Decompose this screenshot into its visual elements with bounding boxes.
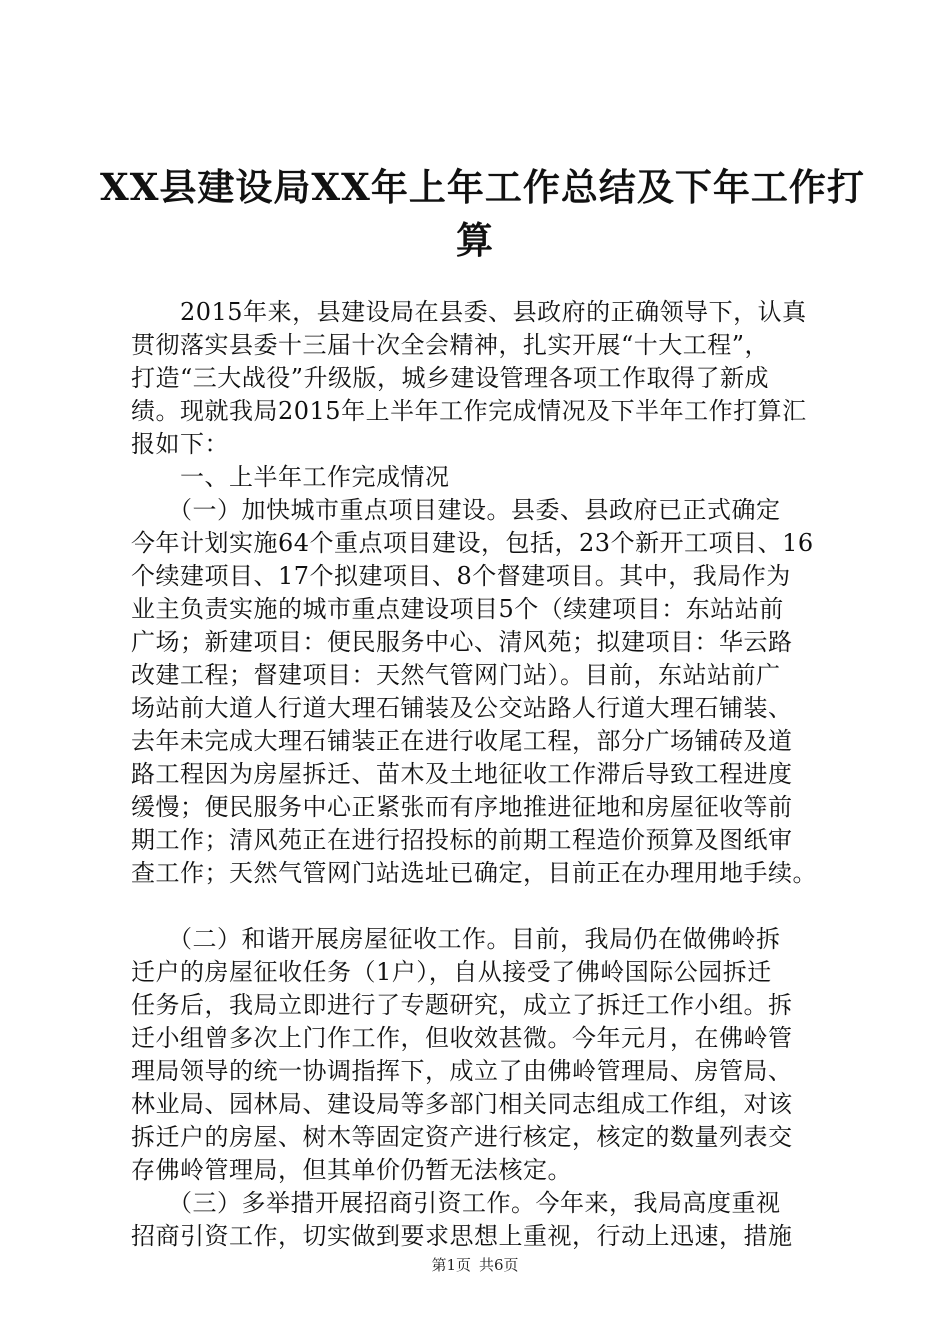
body-line: 去年未完成大理石铺装正在进行收尾工程，部分广场铺砖及道 [131, 727, 793, 755]
page-total: 共6页 [479, 1256, 519, 1274]
body-line: 广场；新建项目：便民服务中心、清风苑；拟建项目：华云路 [131, 628, 793, 656]
body-line: 路工程因为房屋拆迁、苗木及土地征收工作滞后导致工程进度 [131, 760, 793, 788]
body-line: 迁户的房屋征收任务（1户），自从接受了佛岭国际公园拆迁 [131, 958, 772, 986]
page-footer [0, 1255, 950, 1275]
body-line: 期工作；清风苑正在进行招投标的前期工程造价预算及图纸审 [131, 826, 793, 854]
section-heading: 一、上半年工作完成情况 [131, 463, 450, 491]
body-line: 打造“三大战役”升级版，城乡建设管理各项工作取得了新成 [131, 364, 770, 392]
body-line: （二）和谐开展房屋征收工作。目前，我局仍在做佛岭拆 [131, 925, 781, 953]
body-line: 绩。现就我局2015年上半年工作完成情况及下半年工作打算汇 [131, 397, 807, 425]
body-line: 理局领导的统一协调指挥下，成立了由佛岭管理局、房管局、 [131, 1057, 793, 1085]
body-line: 业主负责实施的城市重点建设项目5个（续建项目：东站站前 [131, 595, 784, 623]
body-line: 林业局、园林局、建设局等多部门相关同志组成工作组，对该 [131, 1090, 793, 1118]
document-body [131, 296, 851, 1253]
body-line: 报如下： [131, 430, 229, 458]
body-line: 查工作；天然气管网门站选址已确定，目前正在办理用地手续。 [131, 859, 817, 887]
body-line: 场站前大道人行道大理石铺装及公交站路人行道大理石铺装、 [131, 694, 793, 722]
body-line: 改建工程；督建项目：天然气管网门站）。目前，东站站前广 [131, 661, 781, 689]
blank-line [131, 890, 851, 923]
body-line: 个续建项目、17个拟建项目、8个督建项目。其中，我局作为 [131, 562, 791, 590]
body-line: 贯彻落实县委十三届十次全会精神，扎实开展“十大工程”， [131, 331, 770, 359]
page-number: 第1页 [431, 1256, 471, 1274]
body-line: 迁小组曾多次上门作工作，但收效甚微。今年元月，在佛岭管 [131, 1024, 793, 1052]
body-line: 存佛岭管理局，但其单价仍暂无法核定。 [131, 1156, 572, 1184]
document-title-line-1: XX县建设局XX年上年工作总结及下年工作打 [100, 165, 865, 209]
document-title-line-2: 算 [456, 218, 494, 262]
body-line: 任务后，我局立即进行了专题研究，成立了拆迁工作小组。拆 [131, 991, 793, 1019]
body-line: 2015年来，县建设局在县委、县政府的正确领导下，认真 [131, 298, 807, 326]
body-line: 拆迁户的房屋、树木等固定资产进行核定，核定的数量列表交 [131, 1123, 793, 1151]
body-line: （一）加快城市重点项目建设。县委、县政府已正式确定 [131, 496, 781, 524]
body-line: 招商引资工作，切实做到要求思想上重视，行动上迅速，措施 [131, 1222, 793, 1250]
body-line: 今年计划实施64个重点项目建设，包括，23个新开工项目、16 [131, 529, 814, 557]
body-line: 缓慢；便民服务中心正紧张而有序地推进征地和房屋征收等前 [131, 793, 793, 821]
body-line: （三）多举措开展招商引资工作。今年来，我局高度重视 [131, 1189, 781, 1217]
